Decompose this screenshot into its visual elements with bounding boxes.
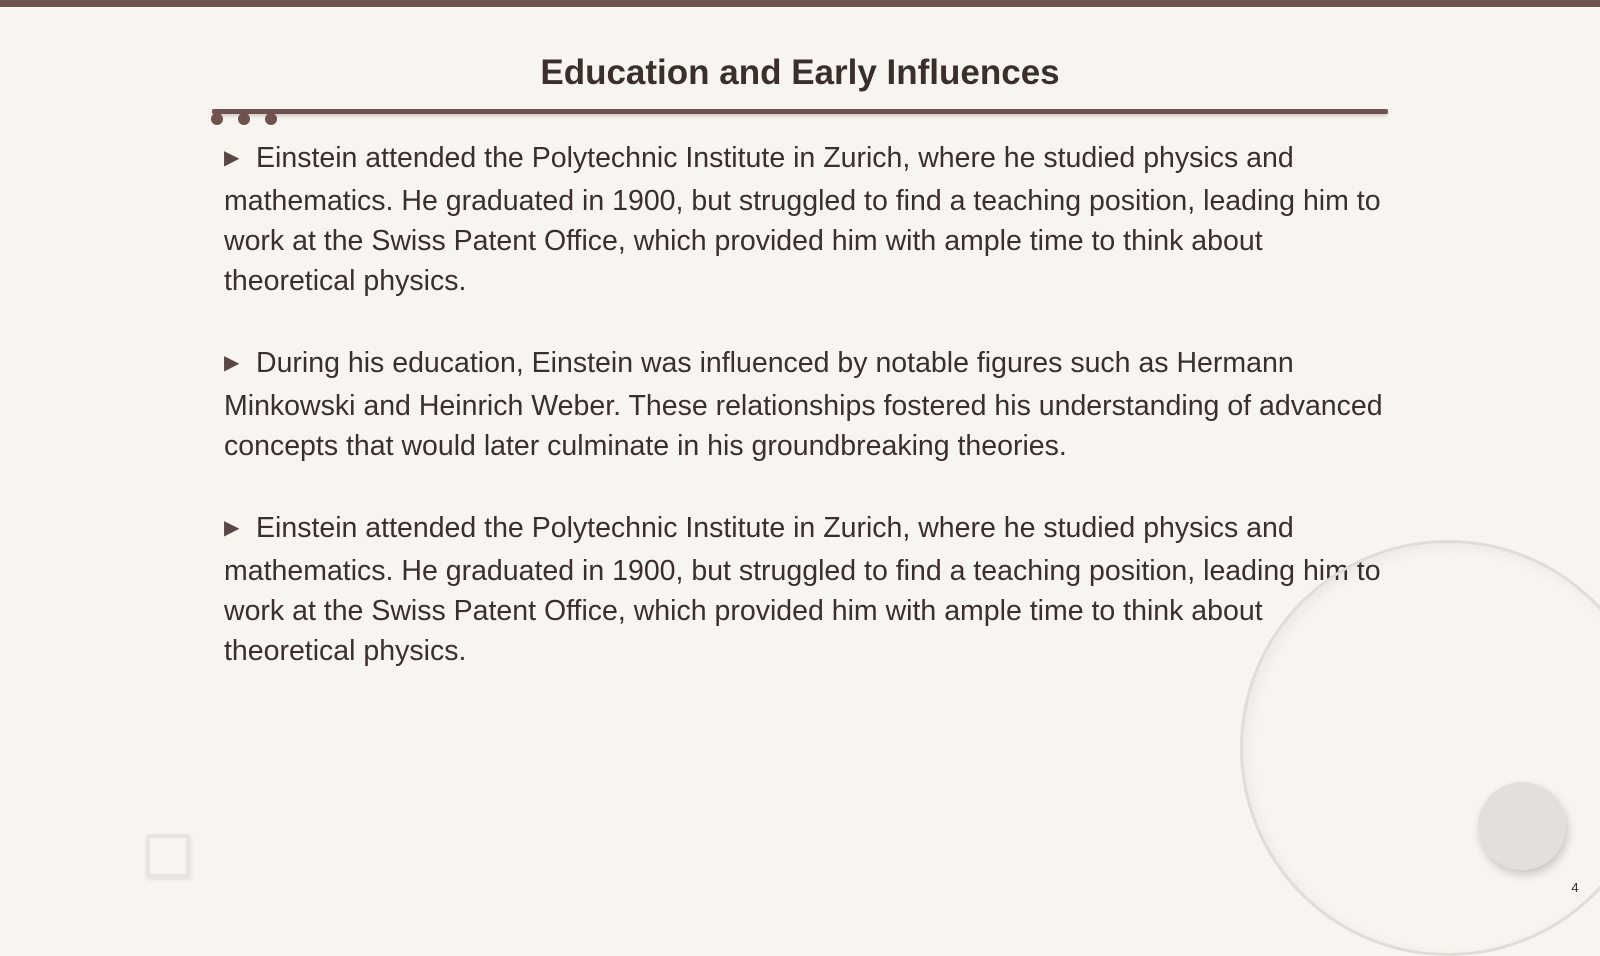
title-underline [212,109,1388,114]
decorative-circle [1478,782,1566,870]
decorative-square [146,834,190,878]
bullet-item-2 [224,343,1384,466]
bullet-item-3 [224,508,1384,671]
bullet-text: During his education, Einstein was influenced by notable figures such as Hermann Minkowski and Heinrich Weber. These relationships fostered his understanding of advanced concepts that would later culminate in his groundbreaking theories. [224,347,1383,462]
bullet-list [224,138,1384,713]
bullet-text: Einstein attended the Polytechnic Institute in Zurich, where he studied physics and mathematics. He graduated in 1900, but struggled to find a teaching position, leading him to work at the Swiss Patent Office, which provided him with ample time to think about theoretical physics. [224,512,1381,667]
bullet-arrow-icon: ▶ [224,147,240,169]
bullet-item-1 [224,138,1384,301]
decoration-dot [238,113,250,125]
decoration-dot [265,113,277,125]
decoration-dot [211,113,223,125]
top-accent-bar [0,0,1600,7]
page-number: 4 [1571,880,1579,895]
bullet-text: Einstein attended the Polytechnic Institute in Zurich, where he studied physics and mathematics. He graduated in 1900, but struggled to find a teaching position, leading him to work at the Swiss Patent Office, which provided him with ample time to think about theoretical physics. [224,142,1381,297]
bullet-arrow-icon: ▶ [224,517,240,539]
title-decoration-dots [211,113,277,127]
bullet-arrow-icon: ▶ [224,352,240,374]
slide-title: Education and Early Influences [540,53,1060,92]
